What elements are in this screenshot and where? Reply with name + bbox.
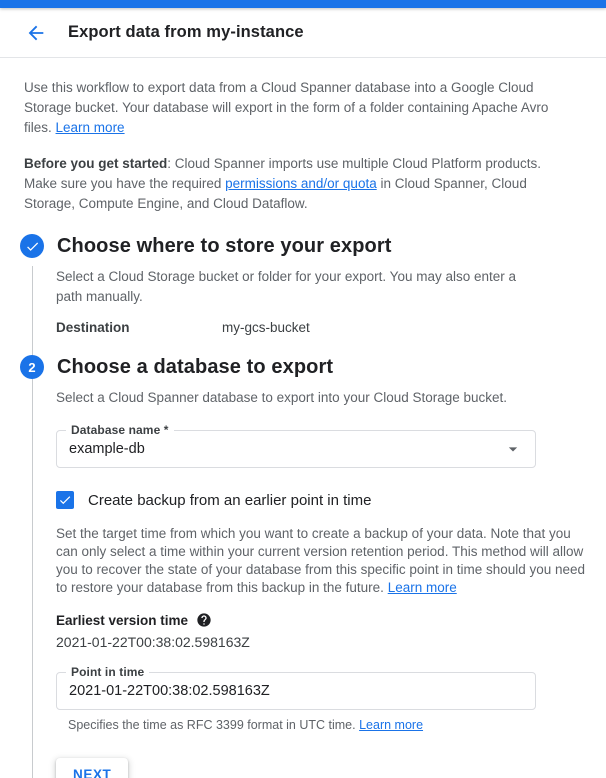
destination-value: my-gcs-bucket bbox=[222, 320, 310, 335]
database-name-select[interactable] bbox=[56, 423, 536, 468]
step-2-description: Select a Cloud Spanner database to export into your Cloud Storage bucket. bbox=[56, 390, 508, 405]
permissions-quota-link[interactable]: permissions and/or quota bbox=[225, 176, 377, 191]
content bbox=[0, 78, 606, 778]
checkbox-check-icon bbox=[58, 493, 72, 507]
step-1-completed-icon bbox=[20, 234, 44, 258]
destination-label: Destination bbox=[56, 320, 130, 335]
intro-text: Use this workflow to export data from a Cloud Spanner database into a Google Cloud Storage bucket. Your database will export in the form of a folder containing Apache Avro files. bbox=[24, 80, 549, 135]
intro-paragraph bbox=[24, 78, 569, 138]
help-icon[interactable] bbox=[196, 612, 212, 628]
step-1-body bbox=[56, 267, 590, 335]
step-2-title: Choose a database to export bbox=[57, 355, 334, 378]
backup-learn-more-link[interactable]: Learn more bbox=[387, 580, 457, 595]
backup-checkbox[interactable] bbox=[56, 491, 74, 509]
arrow-back-icon bbox=[25, 22, 47, 44]
point-in-time-label: Point in time bbox=[66, 665, 149, 679]
backup-checkbox-row bbox=[56, 491, 590, 509]
point-in-time-field bbox=[56, 665, 536, 710]
step-2-header bbox=[0, 355, 606, 379]
check-icon bbox=[25, 239, 40, 254]
intro-learn-more-link[interactable]: Learn more bbox=[55, 120, 125, 135]
back-button[interactable] bbox=[24, 21, 48, 45]
before-middle-text: : Cloud Spanner imports use multiple Cloud Platform products. Make sure you have the required bbox=[24, 156, 541, 191]
destination-row bbox=[56, 320, 590, 335]
backup-description-text: Set the target time from which you want to create a backup of your data. Note that you can only select a time within your current version retention period. This method will allow you to recover the state of your database from this specific point in time should you need to restore your database from this backup in the future. bbox=[56, 526, 586, 595]
page-header bbox=[0, 8, 606, 58]
next-button[interactable]: NEXT bbox=[56, 758, 128, 778]
earliest-version-value: 2021-01-22T00:38:02.598163Z bbox=[56, 634, 250, 650]
step-2 bbox=[0, 355, 606, 778]
earliest-version-row bbox=[56, 612, 590, 628]
step-1-description: Select a Cloud Storage bucket or folder for your export. You may also enter a path manually. bbox=[56, 269, 517, 304]
backup-checkbox-label[interactable]: Create backup from an earlier point in time bbox=[88, 491, 372, 509]
step-1 bbox=[0, 234, 606, 335]
step-2-body bbox=[56, 388, 590, 778]
helper-text: Specifies the time as RFC 3399 format in UTC time. bbox=[68, 718, 356, 732]
dropdown-arrow-icon bbox=[503, 439, 523, 459]
point-in-time-input[interactable] bbox=[69, 683, 523, 699]
point-in-time-helper bbox=[68, 718, 590, 732]
helper-learn-more-link[interactable]: Learn more bbox=[359, 718, 424, 732]
before-tail-text: in Cloud Spanner, Cloud Storage, Compute Engine, and Cloud Dataflow. bbox=[24, 176, 527, 211]
top-accent-bar bbox=[0, 0, 606, 8]
database-name-value: example-db bbox=[69, 441, 145, 457]
before-you-start-paragraph bbox=[24, 154, 569, 214]
backup-description bbox=[56, 525, 592, 597]
database-name-label: Database name * bbox=[66, 423, 174, 437]
earliest-version-label: Earliest version time bbox=[56, 612, 189, 628]
page-title: Export data from my-instance bbox=[68, 23, 304, 41]
step-2-number-icon: 2 bbox=[20, 355, 44, 379]
step-1-title: Choose where to store your export bbox=[57, 234, 392, 257]
step-1-header[interactable] bbox=[0, 234, 606, 258]
before-lead-text: Before you get started bbox=[24, 156, 168, 171]
